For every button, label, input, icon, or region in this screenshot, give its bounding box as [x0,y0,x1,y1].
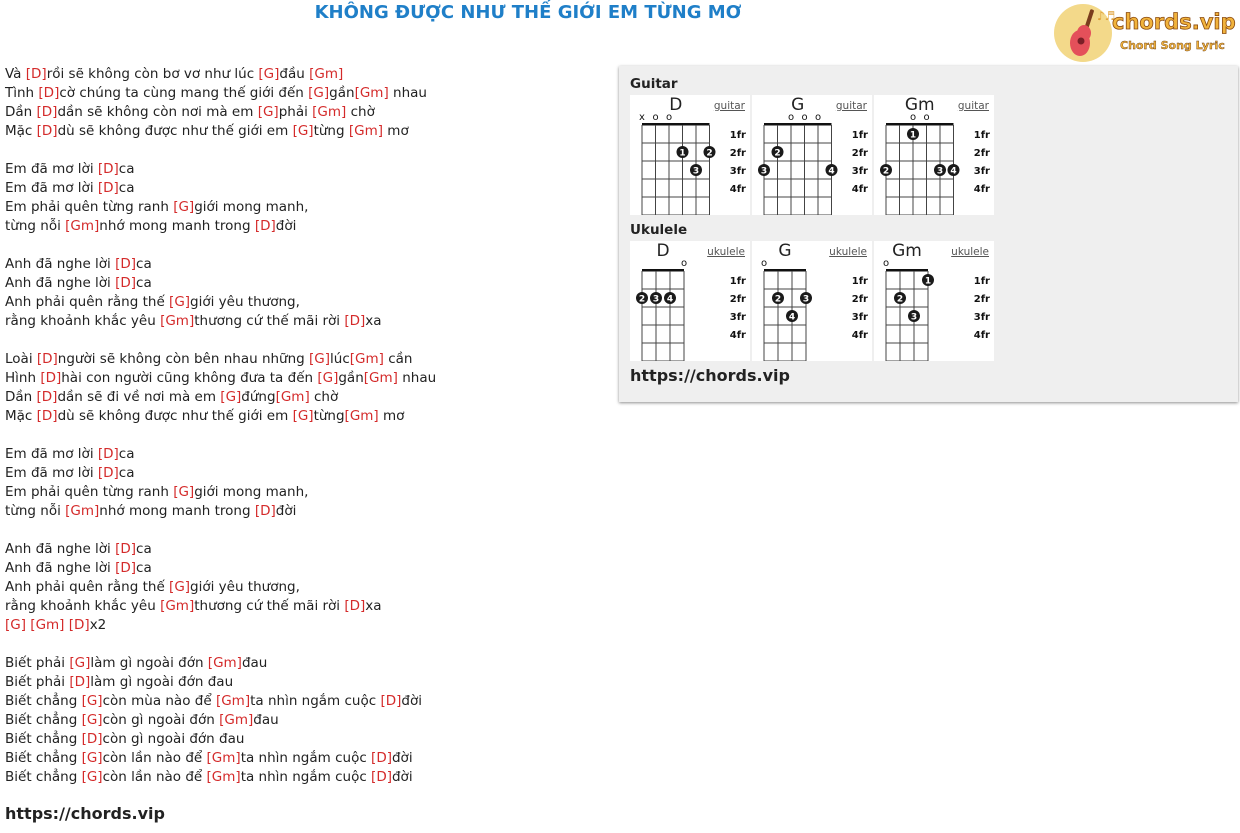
lyric-line [5,635,605,654]
open-string-mark: o [760,258,768,269]
finger-number: 3 [652,294,660,305]
fret-label: 1fr [851,130,868,141]
chord-tag[interactable]: [G] [81,750,103,766]
chord-tag[interactable]: [Gm] [344,408,379,424]
lyric-text: hài con người cũng không đưa ta đến [61,370,318,386]
fret-label: 3fr [851,166,868,177]
lyric-line [5,179,605,198]
chord-tag[interactable]: [G] [258,66,280,82]
lyric-line [5,312,605,331]
lyric-text: từng nỗi [5,503,66,519]
lyric-text: Dần [5,104,37,120]
lyric-text: còn gì ngoài đớn đau [102,731,245,747]
chord-diagram-d[interactable] [630,241,750,361]
lyric-line [5,274,605,293]
chord-tag[interactable]: [G] [309,351,331,367]
lyric-text: làm gì ngoài đớn đau [90,674,234,690]
lyric-text: ta nhìn ngắm cuộc [240,750,372,766]
finger-number: 2 [638,294,646,305]
chord-name: Gm [892,241,922,261]
lyric-text: Biết chẳng [5,693,82,709]
lyric-line [5,597,605,616]
fret-label: 1fr [851,276,868,287]
lyric-line [5,293,605,312]
chord-tag[interactable]: [D] [97,446,119,462]
fret-label: 4fr [973,184,990,195]
lyric-line [5,236,605,255]
fret-label: 4fr [973,330,990,341]
chord-tag[interactable]: [D] [380,693,402,709]
chord-tag[interactable]: [Gm] [363,370,398,386]
chord-tag[interactable]: [D] [97,180,119,196]
chord-panel [619,66,1238,402]
lyric-text: ta nhìn ngắm cuộc [250,693,381,709]
chord-tag[interactable]: [D] [115,541,137,557]
logo-text: chords.vip [1112,10,1236,34]
chord-tag[interactable]: [Gm] [65,218,100,234]
finger-number: 3 [910,312,918,323]
chord-diagram-gm[interactable] [874,241,994,361]
fret-label: 2fr [729,294,746,305]
lyric-line [5,160,605,179]
lyric-text: Em phải quên từng ranh [5,484,174,500]
chord-tag[interactable]: [G] [173,199,195,215]
site-url-footer[interactable]: https://chords.vip [5,804,165,823]
fret-label: 2fr [851,148,868,159]
chord-tag[interactable]: [D] [254,218,276,234]
fret-label: 3fr [729,166,746,177]
chord-tag[interactable]: [D] [115,275,137,291]
lyric-text: làm gì ngoài đớn [90,655,208,671]
lyric-line [5,692,605,711]
lyric-line [5,84,605,103]
lyric-text: x2 [89,617,107,633]
lyric-line [5,464,605,483]
lyric-line [5,65,605,84]
lyric-text: ca [136,256,152,272]
chord-tag[interactable]: [G] [169,579,191,595]
lyric-text: lúc [330,351,350,367]
lyric-text: nhớ mong manh trong [99,218,255,234]
lyric-text: ca [118,180,135,196]
lyric-text: Em phải quên từng ranh [5,199,174,215]
fret-label: 4fr [729,330,746,341]
lyric-text: đời [275,503,297,519]
finger-number: 1 [924,276,932,287]
lyric-line [5,122,605,141]
fret-label: 3fr [973,312,990,323]
lyric-text: Dần [5,389,37,405]
fret-label: 2fr [973,148,990,159]
chord-tag[interactable]: [Gm] [348,123,383,139]
chord-tag[interactable]: [Gm] [215,693,251,709]
chord-tag[interactable]: [D] [115,560,137,576]
lyric-line [5,654,605,673]
finger-number: 4 [788,312,796,323]
chord-diagram-gm[interactable] [874,95,994,215]
finger-number: 3 [936,166,944,177]
chord-name: G [791,95,805,115]
open-string-mark: o [787,112,795,123]
finger-number: 3 [692,166,700,177]
lyric-line [5,483,605,502]
lyric-line [5,578,605,597]
chord-tag[interactable]: [G] [257,104,279,120]
lyric-text: người sẽ không còn bên nhau những [57,351,310,367]
lyric-line [5,331,605,350]
fretboard [752,241,872,361]
finger-number: 3 [802,294,810,305]
lyric-text: dần sẽ không còn nơi mà em [57,104,258,120]
finger-number: 4 [950,166,957,177]
lyric-line [5,502,605,521]
finger-number: 2 [706,148,713,159]
lyric-text: đau [253,712,279,728]
lyric-text: ca [118,161,135,177]
lyric-text: đời [401,693,422,709]
lyric-line [5,540,605,559]
lyric-text: ca [136,541,152,557]
fret-label: 1fr [729,130,746,141]
lyric-text: còn lần nào để [102,750,207,766]
lyric-text: đời [391,750,413,766]
finger-number: 4 [666,294,674,305]
lyric-text: Anh đã nghe lời [5,560,116,576]
lyric-line [5,426,605,445]
lyric-line [5,350,605,369]
lyric-text: ca [136,275,152,291]
site-logo[interactable] [1054,3,1238,63]
lyric-text: cờ chúng ta cùng mang thế giới đến [59,85,309,101]
lyric-text: gần [338,370,364,386]
open-string-mark: o [680,258,688,269]
chord-name: G [778,241,792,261]
chord-tag[interactable]: [D] [371,769,392,785]
open-string-mark: o [882,258,890,269]
chord-diagram-g[interactable] [752,95,872,215]
chord-type-link[interactable]: ukulele [951,246,989,258]
lyric-line [5,730,605,749]
chord-tag[interactable]: [D] [81,731,103,747]
chord-tag[interactable]: [G] [292,123,314,139]
lyric-text: nhau [388,85,427,101]
logo-tagline: Chord Song Lyric [1120,39,1225,52]
chord-tag[interactable]: [G] [169,294,191,310]
lyric-line [5,369,605,388]
fret-label: 1fr [729,276,746,287]
lyric-text: dù sẽ không được như thế giới em [57,123,293,139]
finger-number: 2 [774,148,781,159]
chord-tag[interactable]: [Gm] [219,712,254,728]
open-string-mark: o [909,112,917,123]
lyric-text: Và [5,66,26,82]
chord-tag[interactable]: [Gm] [354,85,389,101]
chord-tag[interactable]: [Gm] [275,389,310,405]
guitar-section-label: Guitar [630,76,678,92]
lyric-text: mơ [383,123,409,139]
lyric-line [5,616,605,635]
lyric-text: Anh đã nghe lời [5,541,116,557]
lyric-text: cần [383,351,413,367]
lyric-line [5,217,605,236]
finger-number: 3 [760,166,768,177]
fretboard [752,95,872,215]
open-string-mark: o [652,112,659,123]
lyric-text: ta nhìn ngắm cuộc [240,769,372,785]
lyric-text: gần [329,85,355,101]
svg-text:♪♬: ♪♬ [1097,9,1116,23]
fret-label: 1fr [973,130,990,141]
fret-label: 4fr [851,330,868,341]
chord-type-link[interactable]: guitar [713,100,745,112]
chord-tag[interactable]: [D] [36,123,58,139]
lyric-line [5,673,605,692]
chord-tag[interactable]: [Gm] [30,617,65,633]
lyric-line [5,407,605,426]
chord-name: D [656,241,670,261]
fretboard [630,95,750,215]
chord-name: Gm [904,95,935,115]
chord-tag[interactable]: [D] [344,598,366,614]
open-string-mark: o [814,112,822,123]
finger-number: 4 [828,166,835,177]
lyric-line [5,521,605,540]
lyric-line [5,141,605,160]
lyric-line [5,711,605,730]
fret-label: 3fr [851,312,868,323]
lyric-line [5,768,605,787]
fret-label: 2fr [729,148,746,159]
lyric-text: chờ [346,104,375,120]
finger-number: 2 [774,294,782,305]
chord-tag[interactable]: [D] [68,617,90,633]
muted-string-mark: x [639,112,645,123]
lyric-line [5,388,605,407]
lyric-text: xa [365,598,382,614]
lyric-text: giới mong manh, [194,484,309,500]
fretboard [874,95,994,215]
lyric-text: Em đã mơ lời [5,446,98,462]
lyric-text: giới mong manh, [194,199,309,215]
chord-tag[interactable]: [Gm] [206,769,241,785]
finger-number: 2 [882,166,890,177]
lyric-line [5,749,605,768]
lyric-text: ca [118,465,135,481]
lyric-text: còn lần nào để [102,769,207,785]
lyric-text: Biết chẳng [5,712,82,728]
chord-tag[interactable]: [D] [36,104,58,120]
open-string-mark: o [923,112,930,123]
fret-label: 3fr [729,312,746,323]
chord-tag[interactable]: [Gm] [206,750,241,766]
fret-label: 2fr [973,294,990,305]
lyric-text: xa [365,313,382,329]
chord-tag[interactable]: [G] [81,769,103,785]
chord-tag[interactable]: [D] [97,161,119,177]
lyrics-body [5,65,605,787]
lyric-text: giới yêu thương, [190,579,300,595]
lyric-text: đời [391,769,413,785]
chord-tag[interactable]: [D] [69,674,91,690]
fret-label: 2fr [851,294,868,305]
lyric-text: Loài [5,351,37,367]
chord-tag[interactable]: [G] [173,484,195,500]
chord-tag[interactable]: [Gm] [65,503,100,519]
fretboard [874,241,994,361]
lyric-text: Biết phải [5,655,70,671]
chord-type-link[interactable]: ukulele [829,246,867,258]
fret-label: 4fr [851,184,868,195]
chord-tag[interactable]: [G] [69,655,91,671]
chord-tag[interactable]: [G] [292,408,314,424]
lyric-text: Tình [5,85,39,101]
chord-type-link[interactable]: ukulele [707,246,745,258]
lyric-text: Anh đã nghe lời [5,275,116,291]
lyric-line [5,559,605,578]
chord-diagram-d[interactable] [630,95,750,215]
lyric-text: rồi sẽ không còn bơ vơ như lúc [46,66,259,82]
open-string-mark: o [665,112,673,123]
lyric-text: đầu [279,66,310,82]
lyric-text: chờ [309,389,339,405]
lyric-text: rằng khoảnh khắc yêu [5,598,161,614]
chord-name: D [669,95,683,115]
lyric-text: mơ [378,408,405,424]
fret-label: 3fr [973,166,990,177]
lyric-text: còn mùa nào để [102,693,216,709]
lyric-text: đời [275,218,297,234]
site-url-panel[interactable]: https://chords.vip [630,366,790,385]
finger-number: 2 [896,294,904,305]
lyric-text: ca [136,560,152,576]
lyric-line [5,103,605,122]
chord-tag[interactable]: [D] [115,256,137,272]
chord-tag[interactable]: [D] [38,85,60,101]
chord-tag[interactable]: [D] [25,66,47,82]
chord-tag[interactable]: [D] [344,313,366,329]
fretboard [630,241,750,361]
lyric-text: nhau [397,370,437,386]
lyric-text: từng [313,123,349,139]
lyric-text: Mặc [5,123,37,139]
lyric-text: thương cứ thế mãi rời [194,598,345,614]
chord-tag[interactable]: [G] [5,617,26,633]
chord-tag[interactable]: [D] [36,351,58,367]
chord-tag[interactable]: [D] [40,370,62,386]
chord-tag[interactable]: [G] [81,693,103,709]
lyric-line [5,198,605,217]
lyric-text: còn gì ngoài đớn [102,712,220,728]
chord-tag[interactable]: [Gm] [349,351,384,367]
lyric-text: rằng khoảnh khắc yêu [5,313,161,329]
chord-tag[interactable]: [D] [254,503,276,519]
lyric-text: Biết phải [5,674,70,690]
chord-tag[interactable]: [Gm] [309,66,344,82]
lyric-text: Anh đã nghe lời [5,256,116,272]
chord-tag[interactable]: [D] [371,750,392,766]
lyric-text: Em đã mơ lời [5,180,98,196]
lyric-text: giới yêu thương, [190,294,300,310]
ukulele-section-label: Ukulele [630,222,688,238]
chord-tag[interactable]: [Gm] [160,598,195,614]
lyric-text: nhớ mong manh trong [99,503,255,519]
chord-tag[interactable]: [G] [220,389,242,405]
fret-label: 1fr [973,276,990,287]
lyric-text: Mặc [5,408,37,424]
fret-label: 4fr [729,184,746,195]
lyric-text: phải [278,104,313,120]
lyric-text: ca [118,446,135,462]
chord-tag[interactable]: [G] [308,85,330,101]
finger-number: 1 [679,148,686,159]
chord-tag[interactable]: [G] [317,370,339,386]
chord-type-link[interactable]: guitar [835,100,867,112]
chord-tag[interactable]: [D] [97,465,119,481]
chord-tag[interactable]: [Gm] [160,313,195,329]
lyric-text: Anh phải quên rằng thế [5,294,170,310]
song-title: KHÔNG ĐƯỢC NHƯ THẾ GIỚI EM TỪNG MƠ [314,2,742,23]
lyric-text: từng nỗi [5,218,66,234]
lyric-text: Em đã mơ lời [5,465,98,481]
lyric-text: Biết chẳng [5,750,82,766]
chord-type-link[interactable]: guitar [957,100,989,112]
lyric-text: Anh phải quên rằng thế [5,579,170,595]
finger-number: 1 [909,130,917,141]
lyric-text: từng [313,408,345,424]
lyric-text: dù sẽ không được như thế giới em [57,408,293,424]
lyric-text: dần sẽ đi về nơi mà em [57,389,221,405]
lyric-line [5,445,605,464]
chord-diagram-g[interactable] [752,241,872,361]
lyric-text: thương cứ thế mãi rời [194,313,345,329]
lyric-text: Em đã mơ lời [5,161,98,177]
lyric-text: đau [241,655,268,671]
chord-tag[interactable]: [D] [36,389,58,405]
chord-tag[interactable]: [Gm] [207,655,242,671]
chord-tag[interactable]: [D] [36,408,58,424]
lyric-text: Hình [5,370,41,386]
lyric-text: đứng [241,389,276,405]
lyric-text: Biết chẳng [5,769,82,785]
open-string-mark: o [801,112,808,123]
lyric-text: Biết chẳng [5,731,82,747]
chord-tag[interactable]: [Gm] [312,104,347,120]
lyric-line [5,255,605,274]
chord-tag[interactable]: [G] [81,712,103,728]
